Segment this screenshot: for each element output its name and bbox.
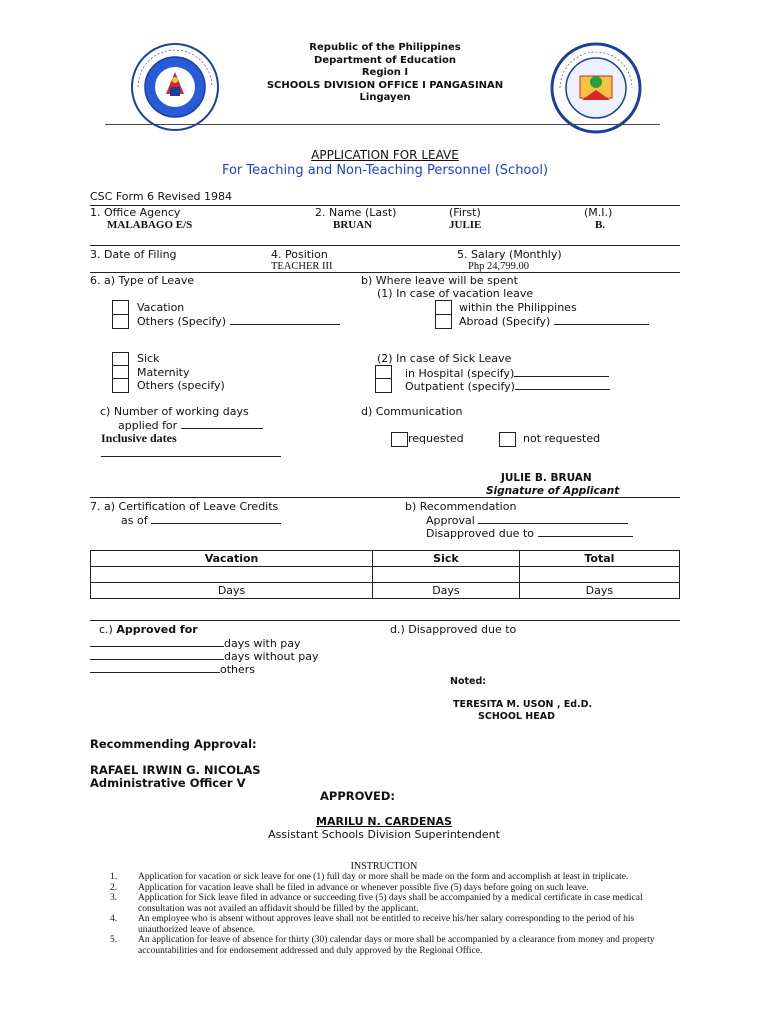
sick-case-label: (2) In case of Sick Leave [377, 352, 512, 365]
mi-value[interactable]: B. [595, 219, 606, 231]
others-lower-label: Others (specify) [137, 379, 225, 392]
maternity-label: Maternity [137, 366, 190, 379]
mi-label: (M.I.) [584, 206, 613, 219]
vacation-checkbox[interactable] [112, 300, 129, 315]
disapproved-due-text: Disapproved due to [426, 527, 534, 540]
agency-header [230, 42, 540, 105]
others-lower-checkbox[interactable] [112, 378, 129, 393]
others-specify-label [137, 314, 340, 328]
instruction-number: 5. [110, 935, 118, 945]
header-line: Republic of the Philippines [309, 42, 461, 53]
header-line: Region I [361, 67, 409, 78]
disapproved-due-label [426, 526, 633, 540]
applied-for-label [118, 418, 263, 432]
certification-label: 7. a) Certification of Leave Credits [90, 500, 279, 513]
vacation-credit-cell[interactable] [91, 567, 373, 583]
form-subtitle: For Teaching and Non-Teaching Personnel (School) [221, 163, 549, 178]
table-row [91, 567, 680, 583]
disapproved-label: d.) Disapproved due to [390, 623, 517, 636]
instruction-text: An employee who is absent without approves leave shall not be entitled to receive his/her salary corresponding to the period of his unauthorized leave of absence. [138, 914, 635, 935]
instruction-text: Application for vacation leave shall be filed in advance or whenever possible five (5) days before going on such leave. [138, 882, 589, 893]
sick-column-header: Sick [373, 551, 520, 567]
approved-for-text: Approved for [116, 623, 198, 636]
instruction-heading: INSTRUCTION [350, 861, 418, 872]
disapproved-due-line[interactable] [538, 526, 633, 537]
instruction-list [110, 872, 680, 956]
days-without-pay-line[interactable] [90, 649, 224, 660]
within-philippines-label: within the Philippines [459, 301, 577, 314]
header-line: Department of Education [314, 54, 456, 66]
sick-unit-cell: Days [373, 583, 520, 599]
approval-label [426, 513, 628, 527]
approval-line[interactable] [478, 513, 628, 524]
divider [90, 245, 680, 246]
header-line: Lingayen [359, 92, 411, 103]
as-of-text: as of [121, 514, 148, 527]
others-days-line[interactable] [90, 662, 220, 673]
school-head-name: TERESITA M. USON , Ed.D. [453, 699, 593, 710]
outpatient-text: Outpatient (specify) [405, 380, 515, 393]
salary-label: 5. Salary (Monthly) [457, 248, 562, 261]
days-without-pay-label [90, 649, 319, 663]
signature-label: Signature of Applicant [486, 485, 620, 497]
first-name-value[interactable]: JULIE [449, 219, 482, 231]
type-of-leave-label: 6. a) Type of Leave [90, 274, 195, 287]
total-credit-cell[interactable] [519, 567, 679, 583]
others-days-label [90, 662, 255, 676]
first-name-label: (First) [449, 206, 481, 219]
as-of-line[interactable] [151, 513, 281, 524]
sick-credit-cell[interactable] [373, 567, 520, 583]
divider [90, 497, 680, 498]
position-label: 4. Position [271, 248, 328, 261]
deped-seal-icon [130, 42, 220, 132]
sdo-seal-icon [550, 42, 642, 134]
position-value[interactable]: TEACHER III [271, 261, 333, 272]
approval-text: Approval [426, 514, 475, 527]
list-item [110, 935, 680, 956]
total-unit-cell: Days [519, 583, 679, 599]
communication-label: d) Communication [361, 405, 463, 418]
ao-title: Administrative Officer V [90, 776, 246, 790]
days-with-pay-label [90, 636, 301, 650]
days-with-pay-text: days with pay [224, 637, 301, 650]
list-item [110, 914, 680, 935]
list-item [110, 883, 680, 894]
outpatient-checkbox[interactable] [375, 378, 392, 393]
ao-name: RAFAEL IRWIN G. NICOLAS [90, 763, 261, 777]
abroad-line[interactable] [554, 314, 649, 325]
instruction-number: 3. [110, 893, 118, 903]
approved-label: APPROVED: [320, 789, 395, 803]
sick-label: Sick [137, 352, 160, 365]
recommending-approval-label: Recommending Approval: [90, 737, 257, 751]
total-column-header: Total [519, 551, 679, 567]
instruction-text: Application for vacation or sick leave for one (1) full day or more shall be made on the form and accomplish at least in triplicate. [138, 872, 629, 882]
inclusive-dates-label: Inclusive dates [101, 431, 177, 445]
recommendation-label: b) Recommendation [405, 500, 517, 513]
header-line: SCHOOLS DIVISION OFFICE I PANGASINAN [266, 79, 504, 91]
applied-for-text: applied for [118, 419, 178, 432]
approved-for-prefix: c.) [99, 623, 117, 636]
abroad-text: Abroad (Specify) [459, 315, 551, 328]
not-requested-label: not requested [523, 432, 601, 445]
others-checkbox[interactable] [112, 314, 129, 329]
date-filing-label: 3. Date of Filing [90, 248, 177, 261]
hospital-text: in Hospital (specify) [405, 367, 515, 380]
asds-title: Assistant Schools Division Superintendent [268, 828, 500, 841]
outpatient-line[interactable] [515, 379, 610, 390]
form-title: APPLICATION FOR LEAVE [311, 148, 459, 162]
leave-credits-table [90, 550, 680, 599]
days-without-pay-text: days without pay [224, 650, 319, 663]
school-head-title: SCHOOL HEAD [478, 711, 555, 722]
asds-name: MARILU N. CARDENAS [316, 815, 452, 828]
outpatient-label [405, 379, 610, 393]
vacation-case-label: (1) In case of vacation leave [377, 287, 534, 300]
list-item [110, 872, 680, 883]
name-last-label: 2. Name (Last) [315, 206, 397, 219]
salary-value[interactable]: Php 24,799.00 [468, 261, 529, 272]
others-specify-line[interactable] [230, 314, 340, 325]
others-days-text: others [220, 663, 256, 676]
abroad-label [459, 314, 649, 328]
vacation-label: Vacation [137, 301, 185, 314]
last-name-value[interactable]: BRUAN [333, 219, 373, 231]
table-row [91, 551, 680, 567]
not-requested-checkbox[interactable] [499, 432, 516, 447]
divider [90, 272, 680, 273]
others-specify-text: Others (Specify) [137, 315, 227, 328]
office-agency-value[interactable]: MALABAGO E/S [107, 219, 193, 231]
abroad-checkbox[interactable] [435, 314, 452, 329]
applicant-name: JULIE B. BRUAN [501, 472, 592, 484]
vacation-column-header: Vacation [91, 551, 373, 567]
instruction-text: Application for Sick leave filed in advance or succeeding five (5) days shall be accompanied by a medical certificate in case medical consultation was not availed an affidavit should be filled by the applicant. [138, 893, 643, 914]
instruction-number: 1. [110, 872, 118, 882]
instruction-number: 2. [110, 882, 118, 893]
instruction-number: 4. [110, 914, 118, 924]
list-item [110, 893, 680, 914]
instruction-text: An application for leave of absence for thirty (30) calendar days or more shall be accompanied by a clearance from money and property accountabilities and for endorsement addressed and duly approved by the Regional Office. [138, 935, 655, 956]
as-of-label [121, 513, 281, 527]
days-with-pay-line[interactable] [90, 636, 224, 647]
approved-for-label [99, 623, 198, 636]
hospital-label [405, 366, 609, 380]
where-spent-label: b) Where leave will be spent [361, 274, 518, 287]
form-code: CSC Form 6 Revised 1984 [90, 190, 232, 203]
hospital-line[interactable] [514, 366, 609, 377]
divider [90, 620, 680, 621]
requested-label: requested [408, 432, 464, 445]
requested-checkbox[interactable] [391, 432, 408, 447]
applied-for-line[interactable] [181, 418, 263, 429]
within-philippines-checkbox[interactable] [435, 300, 452, 315]
vacation-unit-cell: Days [91, 583, 373, 599]
header-divider [105, 124, 660, 125]
working-days-label: c) Number of working days [100, 405, 249, 418]
office-agency-label: 1. Office Agency [90, 206, 181, 219]
noted-label: Noted: [450, 676, 487, 687]
inclusive-dates-line[interactable] [101, 456, 281, 457]
table-row [91, 583, 680, 599]
